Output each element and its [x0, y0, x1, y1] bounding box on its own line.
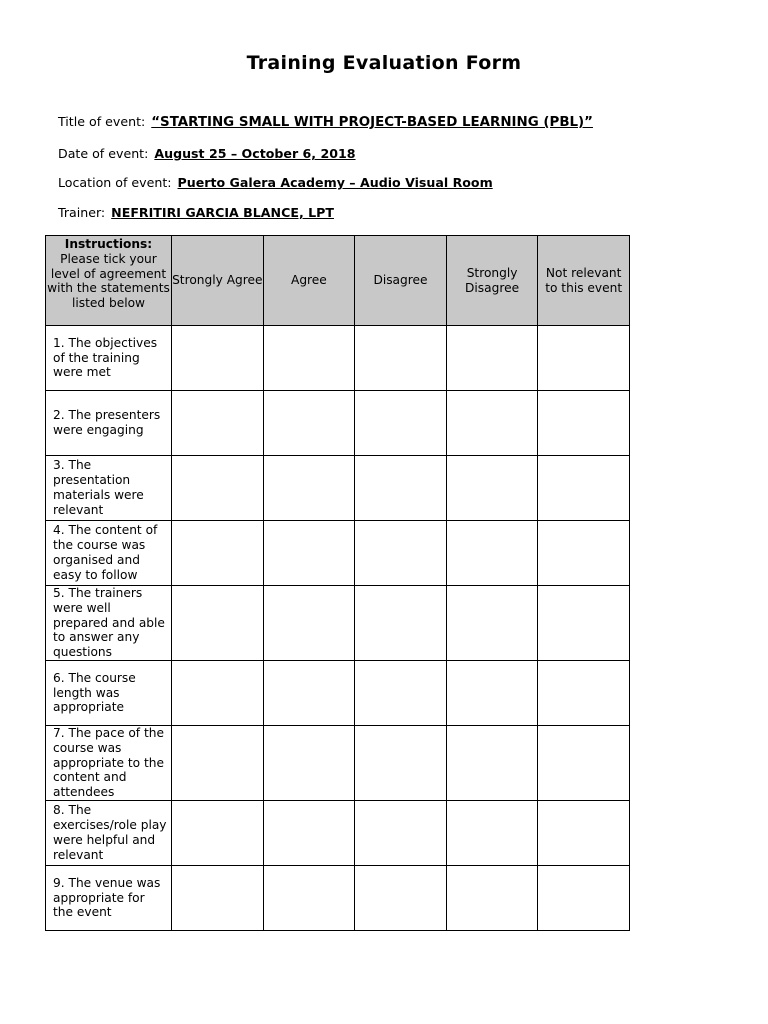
event-location-line [58, 175, 493, 190]
column-header-agree: Agree [263, 236, 355, 326]
table-row [46, 326, 630, 391]
evaluation-table [45, 235, 630, 931]
event-trainer-line [58, 205, 334, 220]
column-header-strongly-agree: Strongly Agree [172, 236, 264, 326]
rating-cell-strongly-disagree[interactable] [446, 726, 538, 801]
statement-cell: 2. The presenters were engaging [46, 391, 172, 456]
table-row [46, 521, 630, 586]
statement-cell: 6. The course length was appropriate [46, 661, 172, 726]
table-row [46, 586, 630, 661]
event-title-line [58, 114, 593, 130]
instructions-text: Please tick your level of agreement with the statements listed below [47, 251, 170, 311]
statement-cell: 9. The venue was appropriate for the event [46, 866, 172, 931]
rating-cell-disagree[interactable] [355, 726, 447, 801]
rating-cell-strongly-disagree[interactable] [446, 456, 538, 521]
rating-cell-not-relevant[interactable] [538, 866, 630, 931]
column-header-disagree: Disagree [355, 236, 447, 326]
rating-cell-strongly-disagree[interactable] [446, 326, 538, 391]
event-location-label: Location of event: [58, 175, 172, 190]
event-trainer-label: Trainer: [58, 205, 106, 220]
rating-cell-strongly-agree[interactable] [172, 521, 264, 586]
statement-cell: 5. The trainers were well prepared and able to answer any questions [46, 586, 172, 661]
rating-cell-agree[interactable] [263, 866, 355, 931]
rating-cell-agree[interactable] [263, 391, 355, 456]
rating-cell-strongly-agree[interactable] [172, 326, 264, 391]
table-row [46, 866, 630, 931]
rating-cell-disagree[interactable] [355, 586, 447, 661]
instructions-header [46, 236, 172, 326]
rating-cell-agree[interactable] [263, 326, 355, 391]
rating-cell-strongly-disagree[interactable] [446, 801, 538, 866]
rating-cell-disagree[interactable] [355, 801, 447, 866]
page-title: Training Evaluation Form [246, 52, 522, 74]
instructions-heading: Instructions: [64, 237, 153, 251]
statement-cell: 7. The pace of the course was appropriate to the content and attendees [46, 726, 172, 801]
rating-cell-strongly-agree[interactable] [172, 456, 264, 521]
event-location-value: Puerto Galera Academy – Audio Visual Room [177, 175, 493, 190]
event-title-label: Title of event: [58, 114, 146, 129]
rating-cell-agree[interactable] [263, 726, 355, 801]
table-body [46, 326, 630, 931]
rating-cell-strongly-disagree[interactable] [446, 866, 538, 931]
rating-cell-not-relevant[interactable] [538, 391, 630, 456]
rating-cell-strongly-agree[interactable] [172, 801, 264, 866]
rating-cell-strongly-agree[interactable] [172, 661, 264, 726]
rating-cell-strongly-agree[interactable] [172, 866, 264, 931]
rating-cell-disagree[interactable] [355, 326, 447, 391]
table-row [46, 726, 630, 801]
table-row [46, 456, 630, 521]
event-date-label: Date of event: [58, 146, 149, 161]
column-header-strongly-disagree: Strongly Disagree [446, 236, 538, 326]
statement-cell: 8. The exercises/role play were helpful and relevant [46, 801, 172, 866]
rating-cell-not-relevant[interactable] [538, 726, 630, 801]
rating-cell-disagree[interactable] [355, 391, 447, 456]
table-row [46, 801, 630, 866]
table-header-row [46, 236, 630, 326]
rating-cell-disagree[interactable] [355, 521, 447, 586]
rating-cell-agree[interactable] [263, 586, 355, 661]
rating-cell-not-relevant[interactable] [538, 586, 630, 661]
rating-cell-strongly-agree[interactable] [172, 391, 264, 456]
rating-cell-agree[interactable] [263, 456, 355, 521]
rating-cell-disagree[interactable] [355, 661, 447, 726]
rating-cell-disagree[interactable] [355, 456, 447, 521]
rating-cell-disagree[interactable] [355, 866, 447, 931]
rating-cell-strongly-disagree[interactable] [446, 661, 538, 726]
rating-cell-agree[interactable] [263, 801, 355, 866]
table-row [46, 391, 630, 456]
table-row [46, 661, 630, 726]
rating-cell-strongly-disagree[interactable] [446, 521, 538, 586]
statement-cell: 1. The objectives of the training were met [46, 326, 172, 391]
rating-cell-not-relevant[interactable] [538, 456, 630, 521]
rating-cell-strongly-agree[interactable] [172, 726, 264, 801]
event-date-value: August 25 – October 6, 2018 [154, 146, 356, 161]
statement-cell: 4. The content of the course was organised and easy to follow [46, 521, 172, 586]
rating-cell-not-relevant[interactable] [538, 661, 630, 726]
rating-cell-strongly-disagree[interactable] [446, 391, 538, 456]
rating-cell-not-relevant[interactable] [538, 521, 630, 586]
rating-cell-strongly-agree[interactable] [172, 586, 264, 661]
event-title-value: “STARTING SMALL WITH PROJECT-BASED LEARNING (PBL)” [151, 115, 593, 130]
rating-cell-not-relevant[interactable] [538, 801, 630, 866]
rating-cell-agree[interactable] [263, 661, 355, 726]
statement-cell: 3. The presentation materials were relevant [46, 456, 172, 521]
column-header-not-relevant: Not relevant to this event [538, 236, 630, 326]
event-date-line [58, 146, 356, 161]
rating-cell-agree[interactable] [263, 521, 355, 586]
rating-cell-strongly-disagree[interactable] [446, 586, 538, 661]
event-trainer-value: NEFRITIRI GARCIA BLANCE, LPT [111, 205, 334, 220]
rating-cell-not-relevant[interactable] [538, 326, 630, 391]
